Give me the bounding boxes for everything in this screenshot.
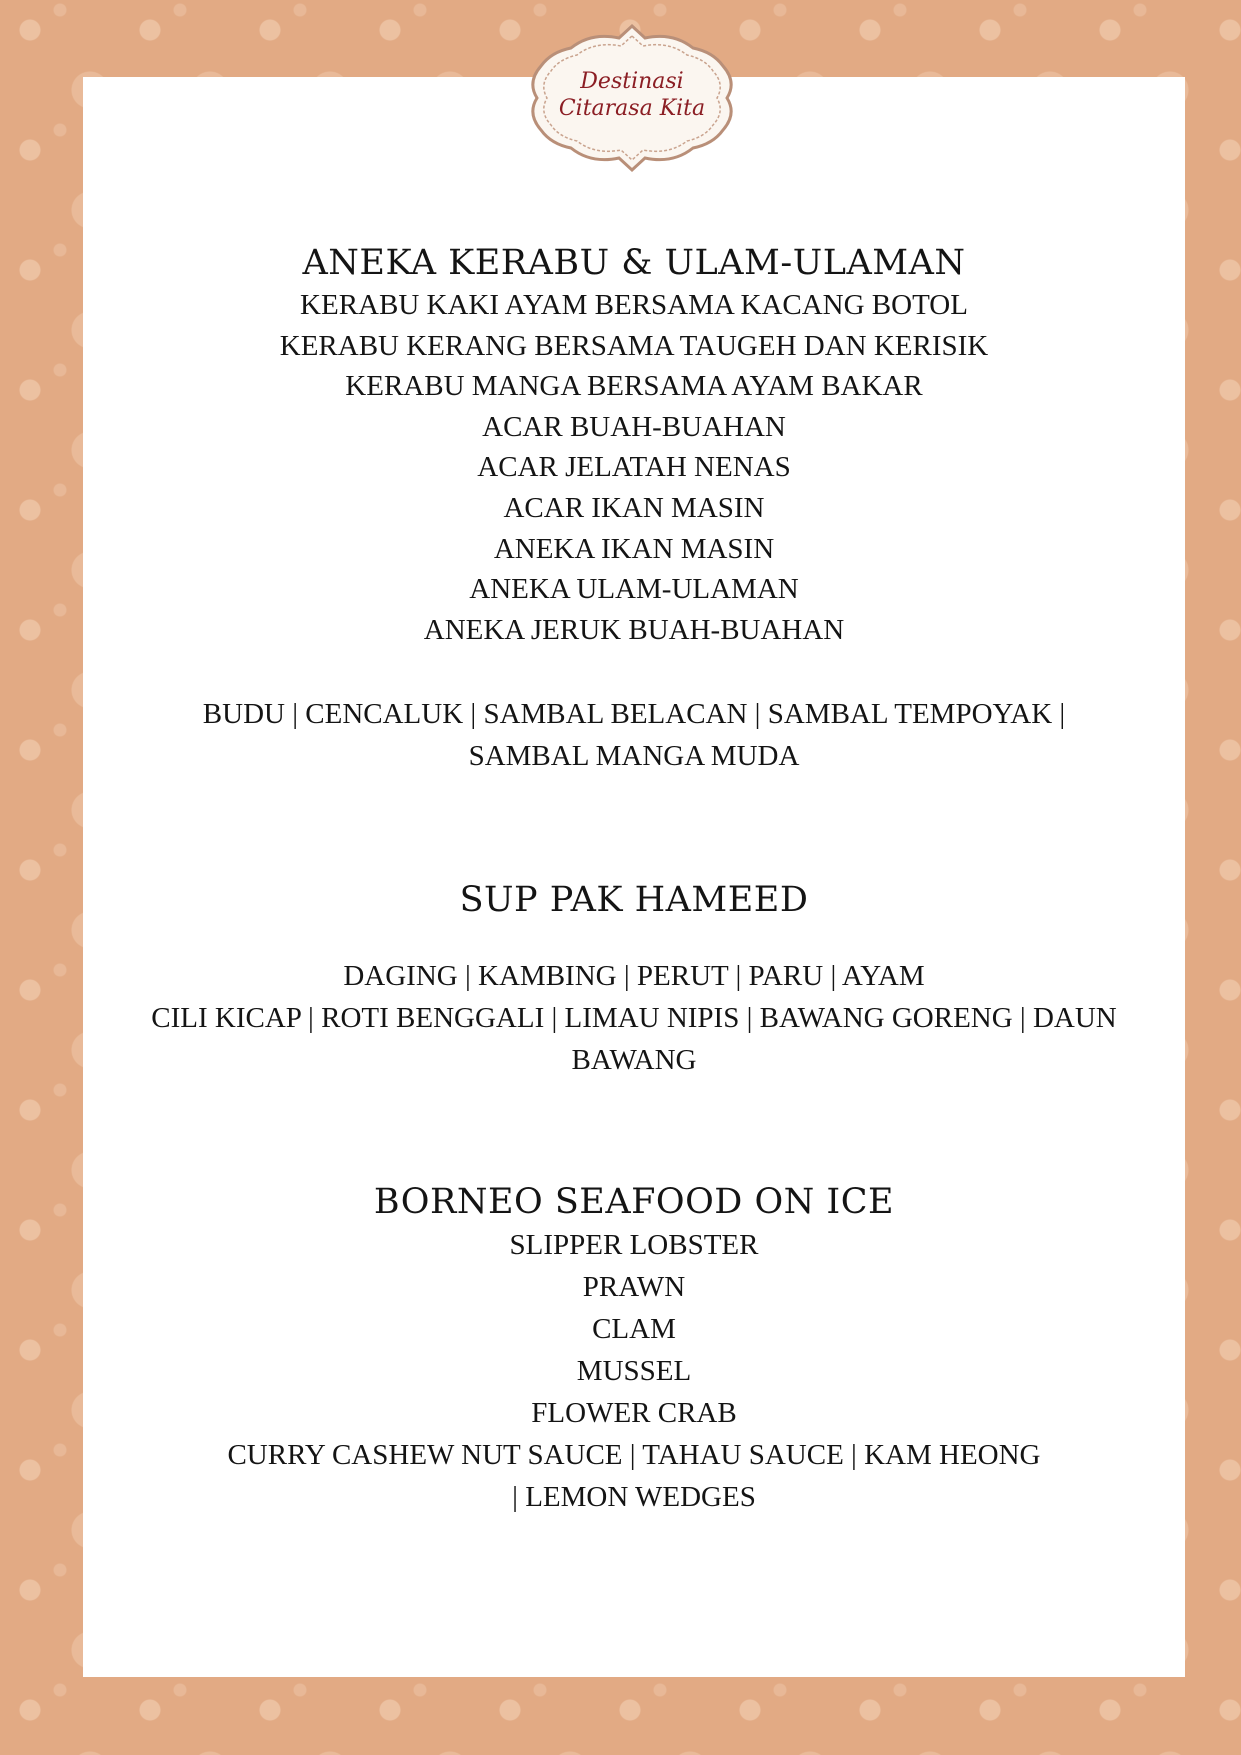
condiment-line: SAMBAL MANGA MUDA [468, 740, 800, 772]
menu-item: | LEMON WEDGES [512, 1481, 756, 1513]
menu-item: SLIPPER LOBSTER [509, 1229, 759, 1261]
section-sup-pak-hameed [83, 878, 1185, 922]
menu-item: CURRY CASHEW NUT SAUCE | TAHAU SAUCE | KAM HEONG [227, 1439, 1041, 1471]
section-heading: BORNEO SEAFOOD ON ICE [373, 1182, 895, 1222]
destinasi-citarasa-kita-logo [523, 22, 741, 174]
section-sup-items [83, 955, 1185, 1081]
condiment-line: BUDU | CENCALUK | SAMBAL BELACAN | SAMBAL TEMPOYAK | [202, 698, 1066, 730]
menu-item: ACAR BUAH-BUAHAN [482, 410, 786, 443]
section-heading: SUP PAK HAMEED [459, 880, 809, 920]
menu-item: KERABU MANGA BERSAMA AYAM BAKAR [345, 370, 923, 403]
section-heading: ANEKA KERABU & ULAM-ULAMAN [302, 243, 966, 283]
section-condiments [83, 693, 1185, 777]
menu-item: KERABU KAKI AYAM BERSAMA KACANG BOTOL [300, 289, 968, 321]
menu-item: PRAWN [582, 1271, 686, 1303]
menu-item: CILI KICAP | ROTI BENGGALI | LIMAU NIPIS | BAWANG GORENG | DAUN [151, 1002, 1117, 1034]
logo-line-2: Citarasa Kita [558, 96, 706, 121]
menu-item: ANEKA JERUK BUAH-BUAHAN [423, 613, 845, 646]
menu-item: ANEKA ULAM-ULAMAN [469, 573, 799, 606]
menu-item: ANEKA IKAN MASIN [493, 532, 775, 565]
section-aneka-kerabu [83, 241, 1185, 650]
menu-item: ACAR IKAN MASIN [503, 491, 765, 524]
section-borneo-seafood [83, 1180, 1185, 1518]
menu-item: FLOWER CRAB [531, 1397, 737, 1429]
menu-item: CLAM [592, 1313, 676, 1345]
logo-line-1: Destinasi [580, 69, 684, 94]
menu-item: ACAR JELATAH NENAS [477, 451, 791, 484]
menu-item: DAGING | KAMBING | PERUT | PARU | AYAM [343, 960, 925, 992]
menu-item: KERABU KERANG BERSAMA TAUGEH DAN KERISIK [279, 329, 989, 362]
menu-item: BAWANG [571, 1044, 697, 1076]
menu-item: MUSSEL [576, 1355, 692, 1387]
